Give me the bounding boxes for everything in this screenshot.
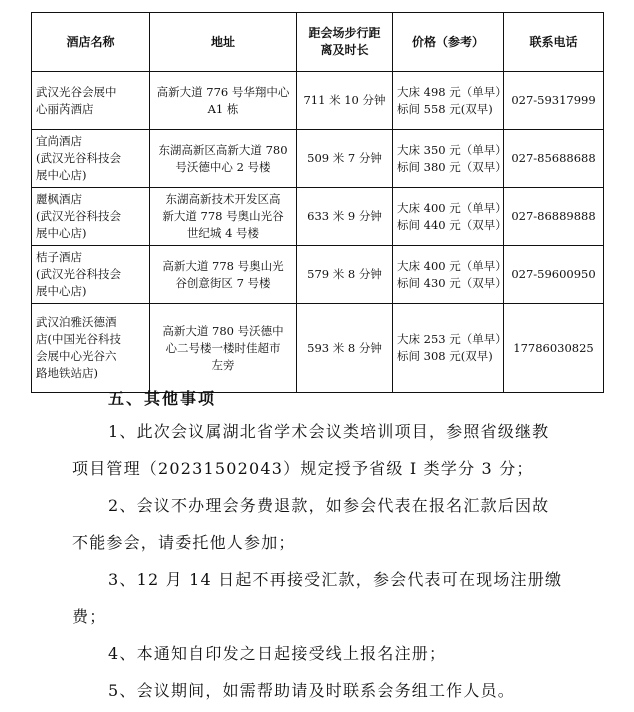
price-line: 大床 498 元（单早） [397, 84, 507, 99]
distance-text: 711 米 10 分钟 [303, 93, 386, 107]
notice-line: 3、12 月 14 日起不再接受汇款，参会代表可在现场注册缴 [108, 570, 563, 589]
address-cell [150, 130, 297, 188]
address-line: 世纪城 4 号楼 [186, 226, 260, 240]
price-cell [393, 188, 507, 246]
price-cell [393, 304, 507, 393]
address-cell [150, 304, 297, 393]
table-row [32, 246, 604, 304]
distance-cell [297, 188, 393, 246]
hotel-name-line: 武汉泊雅沃德酒 [36, 315, 117, 329]
notice-item-2 [72, 487, 602, 561]
hotel-name-line: 展中心店) [36, 284, 87, 298]
distance-text: 633 米 9 分钟 [307, 209, 382, 223]
address-line: A1 栋 [207, 101, 239, 116]
header-phone: 联系电话 [504, 13, 604, 72]
hotel-name-line: 心丽芮酒店 [36, 101, 94, 116]
hotel-name-line: (武汉光谷科技会 [36, 151, 121, 165]
address-cell [150, 246, 297, 304]
header-price: 价格（参考） [393, 13, 504, 72]
hotel-name-line: 店(中国光谷科技 [36, 332, 121, 346]
hotel-name-line: (武汉光谷科技会 [36, 267, 121, 281]
address-line: 高新大道 776 号华翔中心 [156, 84, 290, 99]
price-line: 标间 380 元（双早） [397, 159, 507, 174]
hotel-name-cell [32, 246, 150, 304]
address-line: 左旁 [211, 357, 235, 372]
hotel-name-cell [32, 72, 150, 130]
table-header-row [32, 13, 604, 72]
notice-line: 费； [72, 607, 107, 626]
hotel-name-line: 桔子酒店 [36, 250, 82, 264]
table-row [32, 188, 604, 246]
price-line: 大床 400 元（单早） [397, 200, 507, 215]
hotel-name-line: (武汉光谷科技会 [36, 209, 121, 223]
address-line: 新大道 778 号奥山光谷 [162, 209, 284, 223]
price-cell [393, 130, 507, 188]
notice-line: 4、本通知自印发之日起接受线上报名注册； [108, 644, 447, 663]
notice-item-3 [72, 561, 602, 635]
address-line: 东湖高新技术开发区高 [165, 192, 281, 206]
distance-cell [297, 72, 393, 130]
hotel-table [31, 12, 604, 393]
notice-line: 5、会议期间，如需帮助请及时联系会务组工作人员。 [108, 681, 515, 700]
table-row [32, 130, 604, 188]
price-cell [393, 246, 507, 304]
phone-cell: 027-85688688 [504, 130, 604, 188]
phone-cell: 027-59600950 [504, 246, 604, 304]
address-cell [150, 188, 297, 246]
phone-cell: 027-86889888 [504, 188, 604, 246]
hotel-name-line: 宜尚酒店 [36, 134, 82, 148]
phone-cell: 027-59317999 [504, 72, 604, 130]
hotel-name-cell [32, 188, 150, 246]
header-distance: 距会场步行距离及时长 [297, 13, 393, 72]
address-line: 高新大道 778 号奥山光 [162, 258, 284, 273]
notice-line: 项目管理（20231502043）规定授予省级 I 类学分 3 分； [72, 459, 534, 478]
price-line: 大床 400 元（单早） [397, 258, 507, 273]
notice-item-1 [72, 413, 602, 487]
distance-cell [297, 246, 393, 304]
distance-text: 509 米 7 分钟 [307, 151, 382, 165]
address-line: 高新大道 780 号沃德中 [162, 323, 284, 338]
section-title: 五、其他事项 [108, 389, 217, 408]
notice-item-5 [72, 672, 602, 709]
notice-line: 1、此次会议属湖北省学术会议类培训项目，参照省级继教 [108, 422, 550, 441]
hotel-name-line: 麗枫酒店 [36, 192, 82, 206]
notice-line: 2、会议不办理会务费退款，如参会代表在报名汇款后因故 [108, 496, 550, 515]
hotel-name-cell [32, 304, 150, 393]
hotel-name-line: 展中心店) [36, 168, 87, 182]
table-row [32, 304, 604, 393]
price-line: 大床 350 元（单早） [397, 142, 507, 157]
header-hotel-name: 酒店名称 [32, 13, 150, 72]
price-line: 大床 253 元（单早） [397, 332, 507, 346]
header-address: 地址 [150, 13, 297, 72]
price-line: 标间 558 元(双早) [397, 101, 493, 116]
table-row [32, 72, 604, 130]
address-cell [150, 72, 297, 130]
hotel-name-line: 会展中心光谷六 [36, 349, 117, 363]
price-line: 标间 440 元（双早） [397, 217, 507, 232]
distance-text: 579 米 8 分钟 [307, 267, 382, 281]
hotel-name-line: 展中心店) [36, 226, 87, 240]
address-line: 号沃德中心 2 号楼 [175, 159, 271, 174]
hotel-name-line: 路地铁站店) [36, 366, 98, 380]
notice-item-4 [72, 635, 602, 672]
hotel-name-line: 武汉光谷会展中 [36, 84, 117, 99]
distance-cell [297, 304, 393, 393]
notice-line: 不能参会，请委托他人参加； [72, 533, 296, 552]
distance-text: 593 米 8 分钟 [307, 340, 382, 355]
phone-cell: 17786030825 [504, 304, 604, 393]
address-line: 心二号楼一楼时佳超市 [165, 340, 281, 355]
hotel-name-cell [32, 130, 150, 188]
price-line: 标间 308 元(双早) [397, 349, 493, 363]
address-line: 东湖高新区高新大道 780 [158, 142, 288, 157]
distance-cell [297, 130, 393, 188]
address-line: 谷创意街区 7 号楼 [175, 275, 271, 290]
price-cell [393, 72, 507, 130]
price-line: 标间 430 元（双早） [397, 275, 507, 290]
